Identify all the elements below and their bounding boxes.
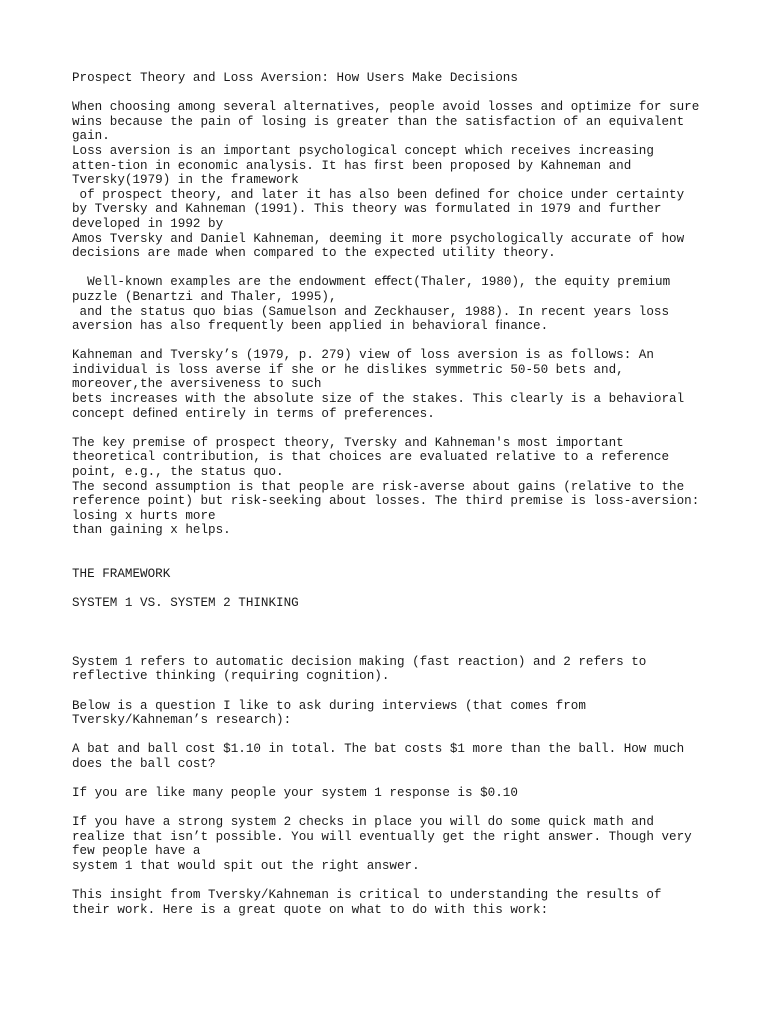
text-line: Below is a question I like to ask during interviews (that comes from (72, 698, 586, 713)
text-line: aversion has also frequently been applied in behavioral ﬁnance. (72, 319, 549, 334)
text-line: system 1 that would spit out the right answer. (72, 859, 420, 874)
document-page (72, 71, 712, 917)
text-line (72, 684, 712, 699)
text-line (72, 626, 712, 641)
subsection-heading: SYSTEM 1 VS. SYSTEM 2 THINKING (72, 596, 299, 611)
text-line: Tversky/Kahneman’s research): (72, 713, 292, 728)
text-line: System 1 refers to automatic decision making (fast reaction) and 2 refers to (72, 654, 647, 669)
section-heading: THE FRAMEWORK (72, 567, 171, 582)
text-line: losing x hurts more (72, 508, 216, 523)
text-line: wins because the pain of losing is greater than the satisfaction of an equivalent (72, 114, 685, 129)
text-line: few people have a (72, 844, 201, 859)
text-line: and the status quo bias (Samuelson and Zeckhauser, 1988). In recent years loss (72, 304, 670, 319)
text-line: Loss aversion is an important psychological concept which receives increasing (72, 143, 654, 158)
text-line (72, 874, 712, 889)
text-line: The key premise of prospect theory, Tversky and Kahneman's most important (72, 435, 624, 450)
text-line: realize that isn’t possible. You will eventually get the right answer. Though very (72, 829, 692, 844)
text-line: point, e.g., the status quo. (72, 465, 284, 480)
text-line: moreover,the aversiveness to such (72, 377, 322, 392)
text-line (72, 611, 712, 626)
text-line: If you are like many people your system 1 response is $0.10 (72, 786, 518, 801)
text-line (72, 801, 712, 816)
text-line: When choosing among several alternatives, people avoid losses and optimize for sure (72, 100, 700, 115)
text-line: reference point) but risk-seeking about losses. The third premise is loss-aversion: (72, 494, 700, 509)
text-line: Well-known examples are the endowment eﬀect(Thaler, 1980), the equity premium (72, 275, 671, 290)
text-line: puzzle (Benartzi and Thaler, 1995), (72, 289, 337, 304)
text-line: individual is loss averse if she or he dislikes symmetric 50-50 bets and, (72, 362, 624, 377)
text-line (72, 582, 712, 597)
text-line: bets increases with the absolute size of the stakes. This clearly is a behavioral (72, 392, 685, 407)
text-line: does the ball cost? (72, 756, 216, 771)
text-line: than gaining x helps. (72, 523, 231, 538)
text-line: their work. Here is a great quote on what to do with this work: (72, 902, 549, 917)
text-line: developed in 1992 by (72, 216, 224, 231)
document-title: Prospect Theory and Loss Aversion: How Users Make Decisions (72, 71, 518, 85)
text-line: of prospect theory, and later it has also been deﬁned for choice under certainty (72, 187, 685, 202)
text-line (72, 553, 712, 568)
text-line: The second assumption is that people are risk-averse about gains (relative to the (72, 479, 685, 494)
text-line (72, 538, 712, 553)
text-line: theoretical contribution, is that choices are evaluated relative to a reference (72, 450, 670, 465)
text-line: If you have a strong system 2 checks in place you will do some quick math and (72, 815, 654, 830)
text-line (72, 772, 712, 787)
text-line (72, 261, 712, 276)
text-line: reflective thinking (requiring cognition). (72, 669, 390, 684)
text-line: Kahneman and Tversky’s (1979, p. 279) view of loss aversion is as follows: An (72, 348, 654, 363)
text-line (72, 86, 712, 101)
text-line (72, 640, 712, 655)
text-line: Amos Tversky and Daniel Kahneman, deeming it more psychologically accurate of how (72, 231, 685, 246)
text-line: concept deﬁned entirely in terms of preferences. (72, 406, 435, 421)
text-line (72, 421, 712, 436)
text-line: A bat and ball cost $1.10 in total. The bat costs $1 more than the ball. How much (72, 742, 685, 757)
text-line: decisions are made when compared to the expected utility theory. (72, 246, 556, 261)
text-line: atten-tion in economic analysis. It has ﬁrst been proposed by Kahneman and (72, 158, 632, 173)
text-line: Tversky(1979) in the framework (72, 173, 299, 188)
text-line (72, 728, 712, 743)
text-line (72, 334, 712, 349)
text-line: gain. (72, 129, 110, 144)
text-line: This insight from Tversky/Kahneman is critical to understanding the results of (72, 888, 662, 903)
text-line: by Tversky and Kahneman (1991). This theory was formulated in 1979 and further (72, 202, 662, 217)
